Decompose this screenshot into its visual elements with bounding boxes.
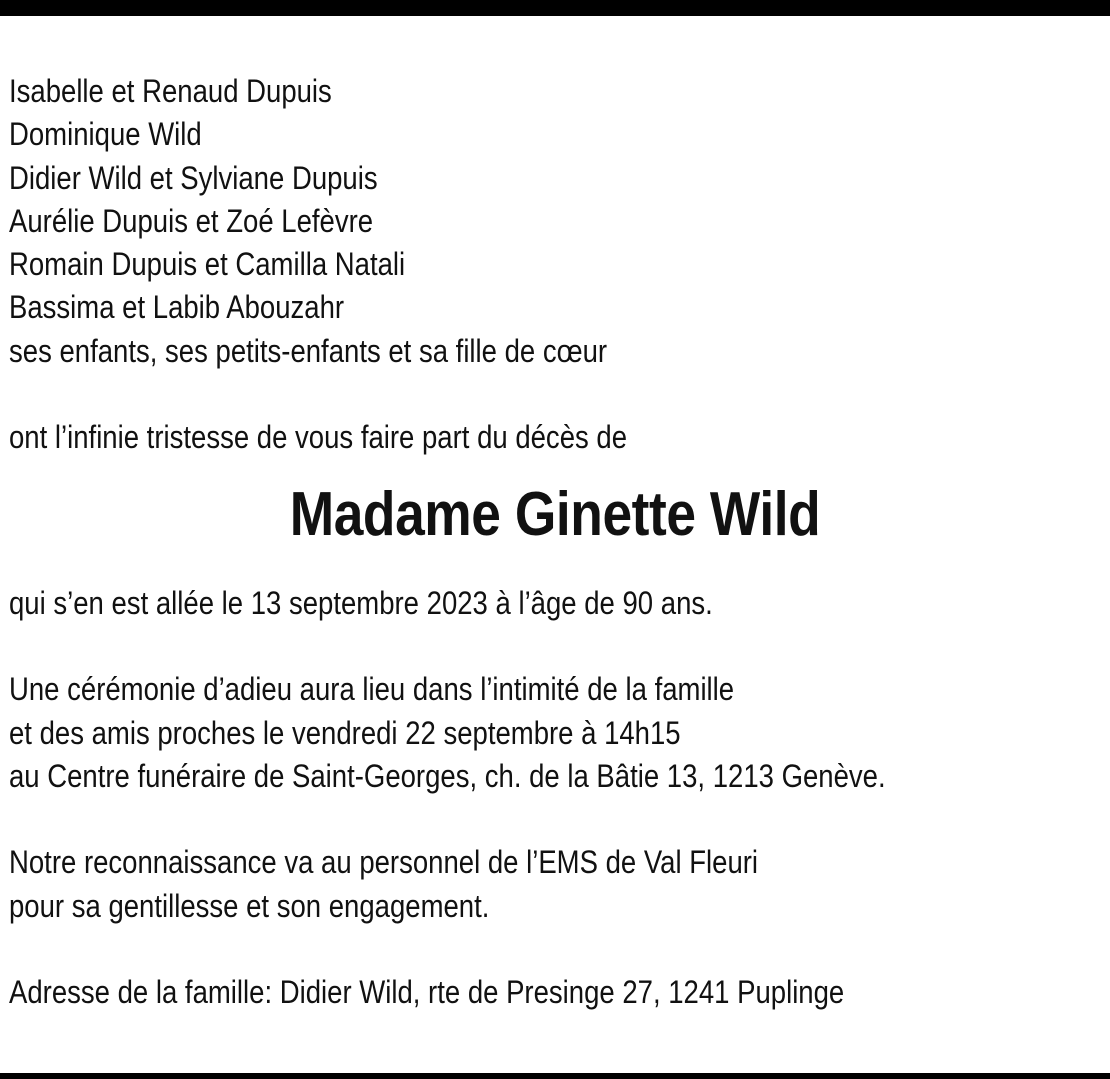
ceremony-line: au Centre funéraire de Saint-Georges, ch. de la Bâtie 13, 1213 Genève. [9, 757, 886, 794]
notice-content [9, 70, 1101, 1015]
spacer [9, 798, 1101, 841]
family-line: Romain Dupuis et Camilla Natali [9, 246, 406, 283]
ceremony-block [9, 668, 1101, 798]
family-line: Didier Wild et Sylviane Dupuis [9, 159, 378, 196]
announcement-text: ont l’infinie tristesse de vous faire part du décès de [9, 419, 628, 456]
family-list [9, 70, 1101, 373]
ceremony-line: Une cérémonie d’adieu aura lieu dans l’intimité de la famille [9, 671, 735, 708]
spacer [9, 373, 1101, 416]
family-address: Adresse de la famille: Didier Wild, rte de Presinge 27, 1241 Puplinge [9, 974, 845, 1011]
thanks-block [9, 841, 1101, 928]
family-line: Bassima et Labib Abouzahr [9, 289, 345, 326]
family-line: Aurélie Dupuis et Zoé Lefèvre [9, 202, 374, 239]
death-info: qui s’en est allée le 13 septembre 2023 à l’âge de 90 ans. [9, 584, 713, 621]
spacer [9, 928, 1101, 971]
thanks-line: Notre reconnaissance va au personnel de l’EMS de Val Fleuri [9, 844, 759, 881]
family-line: Dominique Wild [9, 116, 202, 153]
ceremony-line: et des amis proches le vendredi 22 septembre à 14h15 [9, 714, 681, 751]
spacer [9, 625, 1101, 668]
spacer [9, 460, 1101, 480]
family-line: Isabelle et Renaud Dupuis [9, 73, 332, 109]
spacer [9, 550, 1101, 582]
family-summary: ses enfants, ses petits-enfants et sa fille de cœur [9, 332, 608, 369]
thanks-line: pour sa gentillesse et son engagement. [9, 887, 490, 924]
deceased-name: Madame Ginette Wild [289, 479, 821, 549]
